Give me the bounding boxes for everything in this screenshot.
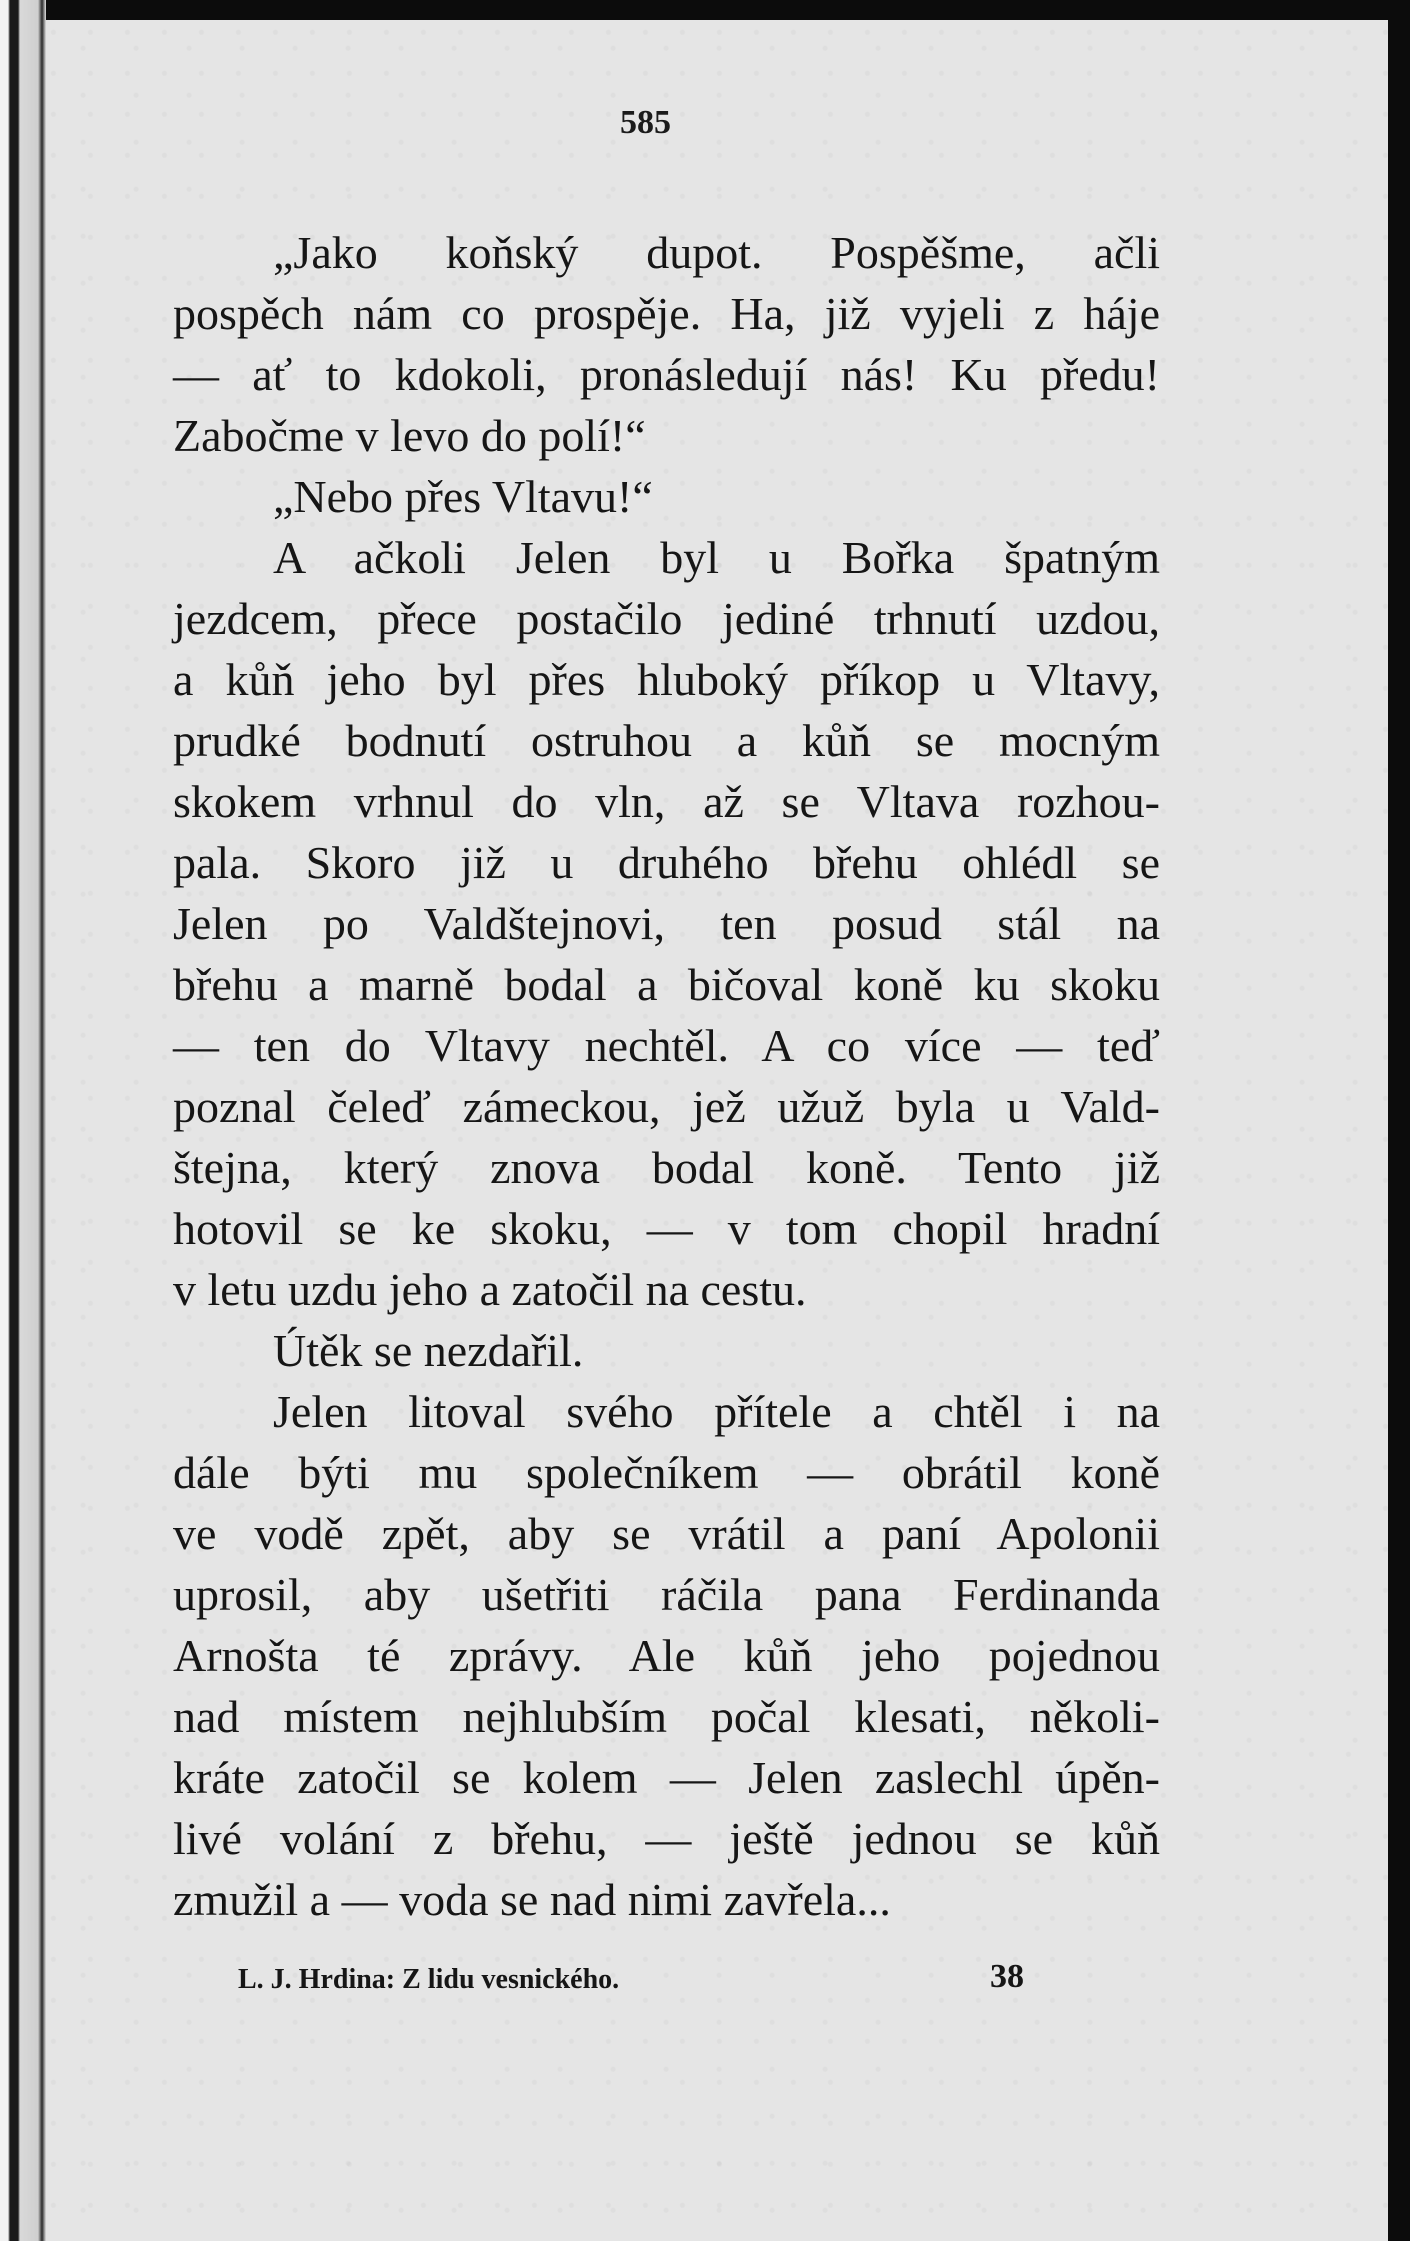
text-line: Jelen litoval svého přítele a chtěl i na [273, 1386, 1160, 1437]
text-line: poznal čeleď zámeckou, jež užuž byla u Vald- [173, 1081, 1160, 1132]
text-line: a kůň jeho byl přes hluboký příkop u Vltavy, [173, 654, 1160, 705]
scan-right-edge [1388, 0, 1410, 2241]
scan-top-edge [0, 0, 1410, 20]
text-line: „Jako koňský dupot. Pospěšme, ačli [273, 227, 1160, 278]
text-line: v letu uzdu jeho a zatočil na cestu. [173, 1264, 807, 1315]
book-binding [0, 0, 46, 2241]
text-line: hotovil se ke skoku, — v tom chopil hradní [173, 1203, 1160, 1254]
text-line: „Nebo přes Vltavu!“ [273, 471, 653, 522]
text-line: nad místem nejhlubším počal klesati, několi- [173, 1691, 1160, 1742]
text-line: skokem vrhnul do vln, až se Vltava rozhou- [173, 776, 1160, 827]
text-line: — ať to kdokoli, pronásledují nás! Ku předu! [173, 349, 1160, 400]
text-line: pala. Skoro již u druhého břehu ohlédl se [173, 837, 1160, 888]
text-line: — ten do Vltavy nechtěl. A co více — teď [173, 1020, 1160, 1071]
text-line: A ačkoli Jelen byl u Bořka špatným [273, 532, 1160, 583]
text-line: břehu a marně bodal a bičoval koně ku skoku [173, 959, 1160, 1010]
text-line: Jelen po Valdštejnovi, ten posud stál na [173, 898, 1160, 949]
text-line: kráte zatočil se kolem — Jelen zaslechl úpěn- [173, 1752, 1160, 1803]
text-line: zmužil a — voda se nad nimi zavřela... [173, 1874, 891, 1925]
text-line: uprosil, aby ušetřiti ráčila pana Ferdinanda [173, 1569, 1160, 1620]
text-line: Útěk se nezdařil. [273, 1325, 584, 1376]
text-line: Zabočme v levo do polí!“ [173, 410, 646, 461]
footer-title: L. J. Hrdina: Z lidu vesnického. [238, 1964, 620, 1995]
text-line: dále býti mu společníkem — obrátil koně [173, 1447, 1160, 1498]
body-text [173, 222, 1160, 1930]
text-line: livé volání z břehu, — ještě jednou se kůň [173, 1813, 1160, 1864]
text-line: jezdcem, přece postačilo jediné trhnutí uzdou, [173, 593, 1160, 644]
text-line: pospěch nám co prospěje. Ha, již vyjeli z háje [173, 288, 1160, 339]
footer-sheet-number: 38 [990, 1958, 1024, 1995]
page-number: 585 [620, 104, 671, 141]
text-line: prudké bodnutí ostruhou a kůň se mocným [173, 715, 1160, 766]
text-line: ve vodě zpět, aby se vrátil a paní Apolonii [173, 1508, 1160, 1559]
text-line: Arnošta té zprávy. Ale kůň jeho pojednou [173, 1630, 1160, 1681]
text-line: štejna, který znova bodal koně. Tento již [173, 1142, 1160, 1193]
